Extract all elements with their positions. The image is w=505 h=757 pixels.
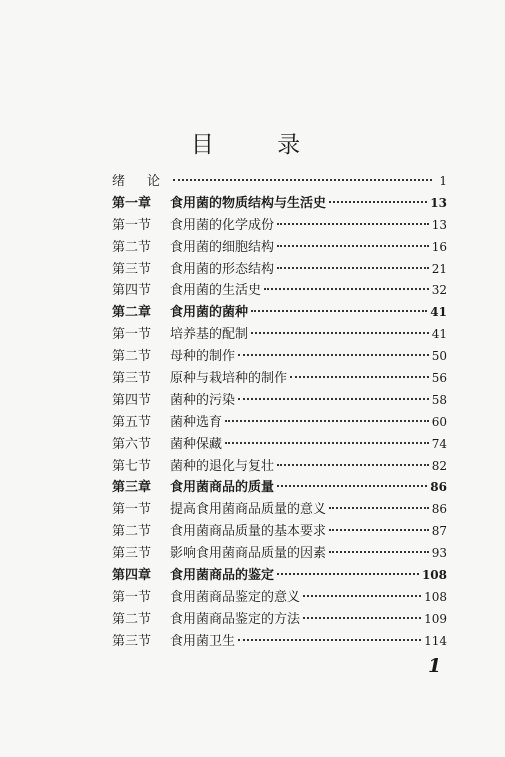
toc-entry: [112, 389, 447, 411]
toc-entry-page: 87: [431, 524, 447, 539]
toc-entry: [112, 520, 447, 542]
toc-entry: [112, 542, 447, 564]
toc-entry-title: 菌种选育: [170, 414, 223, 430]
toc-entry-title: 食用菌的菌种: [170, 305, 249, 321]
toc-entry-title: 影响食用菌商品质量的因素: [170, 546, 327, 562]
toc-entry-title: 食用菌卫生: [170, 633, 236, 649]
toc-entry: [112, 279, 447, 301]
toc-entry-page: 41: [431, 327, 447, 342]
toc-entry-title: 食用菌商品的鉴定: [170, 568, 275, 584]
toc-entry-number: 绪论: [112, 174, 183, 189]
toc-entry: [112, 323, 447, 345]
toc-leader-dots: [277, 573, 419, 575]
toc-leader-dots: [173, 179, 432, 181]
toc-entry-number: 第四节: [112, 392, 152, 408]
toc-entry-number: 第三节: [112, 546, 152, 562]
toc-entry-number: 第四章: [112, 568, 152, 584]
toc-entry-page: 1: [439, 174, 447, 188]
toc-entry: [112, 258, 447, 280]
toc-leader-dots: [277, 464, 429, 466]
toc-entry-title: 菌种的污染: [170, 392, 236, 408]
toc-entry-title: 食用菌的生活史: [170, 283, 262, 299]
toc-entry: [112, 630, 447, 652]
toc-leader-dots: [329, 507, 429, 509]
toc-entry: [112, 586, 447, 608]
toc-entry-number: 第二章: [112, 305, 152, 321]
toc-leader-dots: [303, 617, 421, 619]
toc-entry-page: 21: [431, 261, 447, 276]
toc-entry-title: 食用菌商品鉴定的意义: [170, 589, 301, 605]
toc-entry-number: 第一节: [112, 217, 152, 233]
toc-entry-number: 第二节: [112, 524, 152, 540]
toc-entry-number: 第三节: [112, 633, 152, 649]
toc-entry-title: 提高食用菌商品质量的意义: [170, 502, 327, 518]
toc-entry-title: 母种的制作: [170, 349, 236, 365]
toc-entry-title: 食用菌的化学成份: [170, 217, 275, 233]
toc-entry-number: 第三节: [112, 371, 152, 387]
toc-leader-dots: [238, 398, 429, 400]
toc-entry-number: 第四节: [112, 283, 152, 299]
toc-leader-dots: [251, 332, 429, 334]
toc-entry-page: 74: [431, 436, 447, 451]
toc-entry-number: 第三章: [112, 480, 152, 496]
toc-entry: [112, 433, 447, 455]
toc-entry: [112, 476, 447, 498]
toc-leader-dots: [238, 354, 429, 356]
toc-entry-title: 食用菌的形态结构: [170, 261, 275, 277]
toc-entry: [112, 455, 447, 477]
toc-leader-dots: [264, 288, 429, 290]
toc-entry-title: 食用菌的细胞结构: [170, 239, 275, 255]
toc-entry: [112, 170, 447, 192]
toc-entry-number: 第一章: [112, 195, 152, 211]
toc-leader-dots: [329, 201, 427, 203]
toc-entry: [112, 345, 447, 367]
toc-leader-dots: [225, 420, 429, 422]
toc-leader-dots: [277, 245, 429, 247]
toc-entry-page: 114: [424, 633, 447, 648]
toc-entry-title: 食用菌商品质量的基本要求: [170, 524, 327, 540]
toc-entry-page: 50: [431, 349, 447, 364]
toc-entry-number: 第一节: [112, 502, 152, 518]
toc-entry-page: 56: [431, 371, 447, 386]
toc-entry-page: 109: [424, 611, 447, 626]
toc-entry-page: 86: [430, 480, 447, 495]
toc-entry-page: 60: [431, 414, 447, 429]
toc-entry: [112, 301, 447, 323]
toc-entry: [112, 367, 447, 389]
page-title: 目 录: [190, 132, 329, 158]
toc-entry-number: 第六节: [112, 436, 152, 452]
toc-entry-title: 菌种保藏: [170, 436, 223, 452]
toc-leader-dots: [329, 551, 429, 553]
toc-leader-dots: [277, 485, 427, 487]
toc-entry: [112, 411, 447, 433]
toc-leader-dots: [225, 442, 429, 444]
toc-leader-dots: [290, 376, 429, 378]
toc-entry-page: 93: [431, 546, 447, 561]
toc-entry-page: 86: [431, 502, 447, 517]
toc-entry-title: 食用菌商品鉴定的方法: [170, 611, 301, 627]
toc-entry-page: 58: [431, 392, 447, 407]
table-of-contents: [112, 170, 447, 652]
toc-entry-page: 13: [431, 217, 447, 232]
toc-entry-page: 41: [430, 305, 447, 320]
toc-entry-page: 108: [424, 589, 447, 604]
toc-entry-page: 108: [421, 568, 447, 583]
toc-entry-number: 第三节: [112, 261, 152, 277]
toc-entry: [112, 236, 447, 258]
toc-entry: [112, 192, 447, 214]
toc-entry-title: 食用菌的物质结构与生活史: [170, 195, 327, 211]
toc-entry-page: 16: [431, 239, 447, 254]
toc-entry-title: 食用菌商品的质量: [170, 480, 275, 496]
toc-entry: [112, 214, 447, 236]
toc-entry: [112, 608, 447, 630]
toc-entry-number: 第五节: [112, 414, 152, 430]
toc-leader-dots: [251, 310, 427, 312]
toc-entry: [112, 564, 447, 586]
toc-leader-dots: [277, 223, 429, 225]
toc-leader-dots: [277, 267, 429, 269]
toc-entry-title: 原种与栽培种的制作: [170, 371, 288, 387]
toc-leader-dots: [303, 595, 421, 597]
toc-entry-number: 第一节: [112, 327, 152, 343]
toc-entry-number: 第二节: [112, 239, 152, 255]
toc-entry-number: 第二节: [112, 349, 152, 365]
toc-entry-title: 菌种的退化与复壮: [170, 458, 275, 474]
toc-entry-title: 培养基的配制: [170, 327, 249, 343]
toc-entry-number: 第一节: [112, 589, 152, 605]
toc-entry-number: 第二节: [112, 611, 152, 627]
toc-entry-page: 13: [430, 195, 447, 210]
toc-entry: [112, 498, 447, 520]
toc-entry-number: 第七节: [112, 458, 152, 474]
toc-entry-page: 32: [431, 283, 447, 298]
page-number: 1: [428, 655, 442, 677]
toc-entry-page: 82: [431, 458, 447, 473]
toc-leader-dots: [329, 529, 429, 531]
toc-leader-dots: [238, 639, 421, 641]
